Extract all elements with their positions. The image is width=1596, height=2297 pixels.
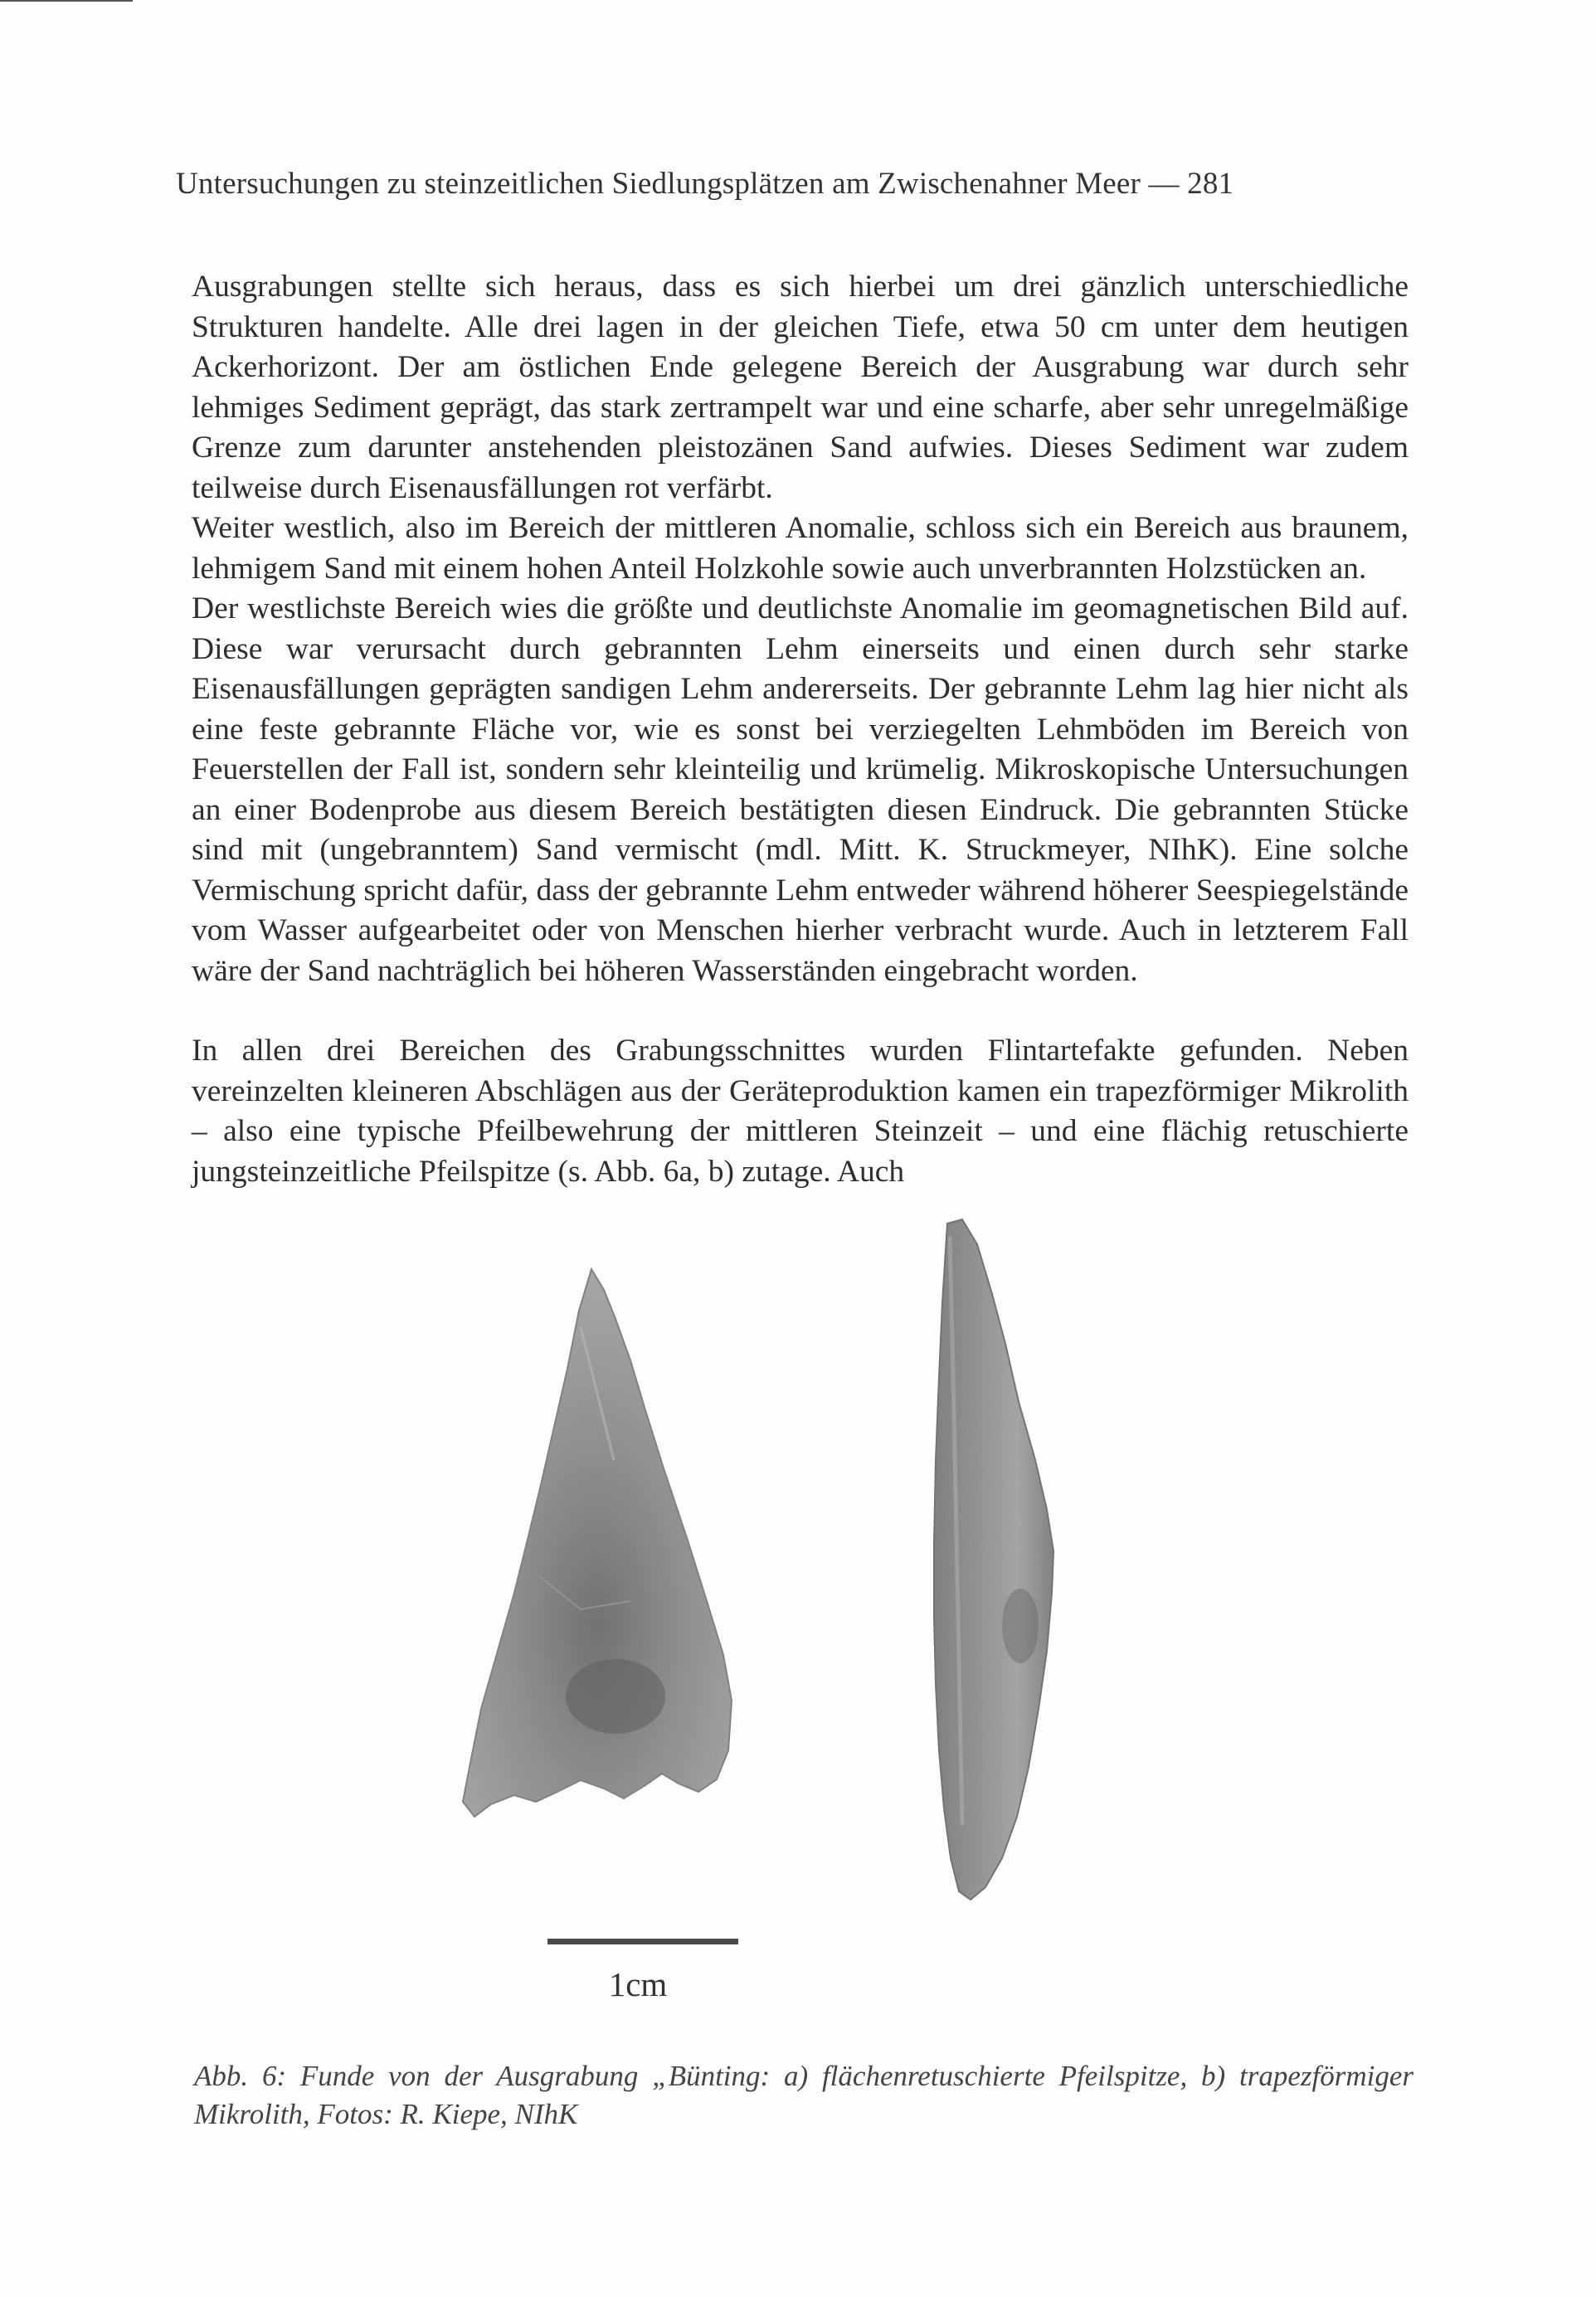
body-text bbox=[192, 267, 1409, 1192]
crop-mark bbox=[0, 0, 133, 2]
running-head-title: Untersuchungen zu steinzeitlichen Siedlungsplätzen am Zwischenahner Meer — 281 bbox=[176, 167, 1234, 201]
paragraph-gap bbox=[192, 991, 1409, 1031]
paragraph-4: In allen drei Bereichen des Grabungsschnittes wurden Flintartefakte gefunden. Neben vereinzelten kleineren Abschlägen aus der Geräteproduktion kamen ein trapezförmiger Mikrolith – also eine typische Pfeilbewehrung der mittleren Steinzeit – und eine flächig retuschierte jungsteinzeitliche Pfeilspitze (s. Abb. 6a, b) zutage. Auch bbox=[192, 1034, 1409, 1189]
arrowhead-artefact bbox=[463, 1269, 732, 1817]
running-head bbox=[176, 166, 1410, 202]
scale-label: 1cm bbox=[608, 1965, 668, 2003]
paragraph-1: Ausgrabungen stellte sich heraus, dass es sich hierbei um drei gänzlich unterschiedliche Strukturen handelte. Alle drei lagen in der gleichen Tiefe, etwa 50 cm unter dem heutigen Ackerhorizont. Der am östlichen Ende gelegene Bereich der Ausgrabung war durch sehr lehmiges Sediment geprägt, das stark zertrampelt war und eine scharfe, aber sehr unregelmäßige Grenze zum darunter anstehenden pleistozänen Sand aufwies. Dieses Sediment war zudem teilweise durch Eisenausfällungen rot verfärbt. bbox=[192, 270, 1409, 505]
microlith-artefact bbox=[934, 1219, 1053, 1900]
scale-bar bbox=[547, 1939, 738, 1944]
paragraph-3: Der westlichste Bereich wies die größte und deutlichste Anomalie im geomagnetischen Bild auf. Diese war verursacht durch gebrannten Lehm einerseits und einen durch sehr starke Eisenausfällungen geprägten sandigen Lehm andererseits. Der gebrannte Lehm lag hier nicht als eine feste gebrannte Fläche vor, wie es sonst bei verziegelten Lehmböden im Bereich von Feuerstellen der Fall ist, sondern sehr kleinteilig und krümelig. Mikroskopische Untersuchungen an einer Bodenprobe aus diesem Bereich bestätigten diesen Eindruck. Die gebrannten Stücke sind mit (ungebranntem) Sand vermischt (mdl. Mitt. K. Struckmeyer, NIhK). Eine solche Vermischung spricht dafür, dass der gebrannte Lehm entweder während höherer Seespiegelstände vom Wasser aufgearbeitet oder von Menschen hierher verbracht wurde. Auch in letzterem Fall wäre der Sand nachträglich bei höheren Wasserständen eingebracht worden. bbox=[192, 591, 1409, 988]
figure-caption: Abb. 6: Funde von der Ausgrabung „Bünting: a) flächenretuschierte Pfeilspitze, b) trapezförmiger Mikrolith, Fotos: R. Kiepe, NIhK bbox=[194, 2060, 1414, 2130]
paragraph-2: Weiter westlich, also im Bereich der mittleren Anomalie, schloss sich ein Bereich aus braunem, lehmigem Sand mit einem hohen Anteil Holzkohle sowie auch unverbrannten Holzstücken an. bbox=[192, 511, 1409, 586]
